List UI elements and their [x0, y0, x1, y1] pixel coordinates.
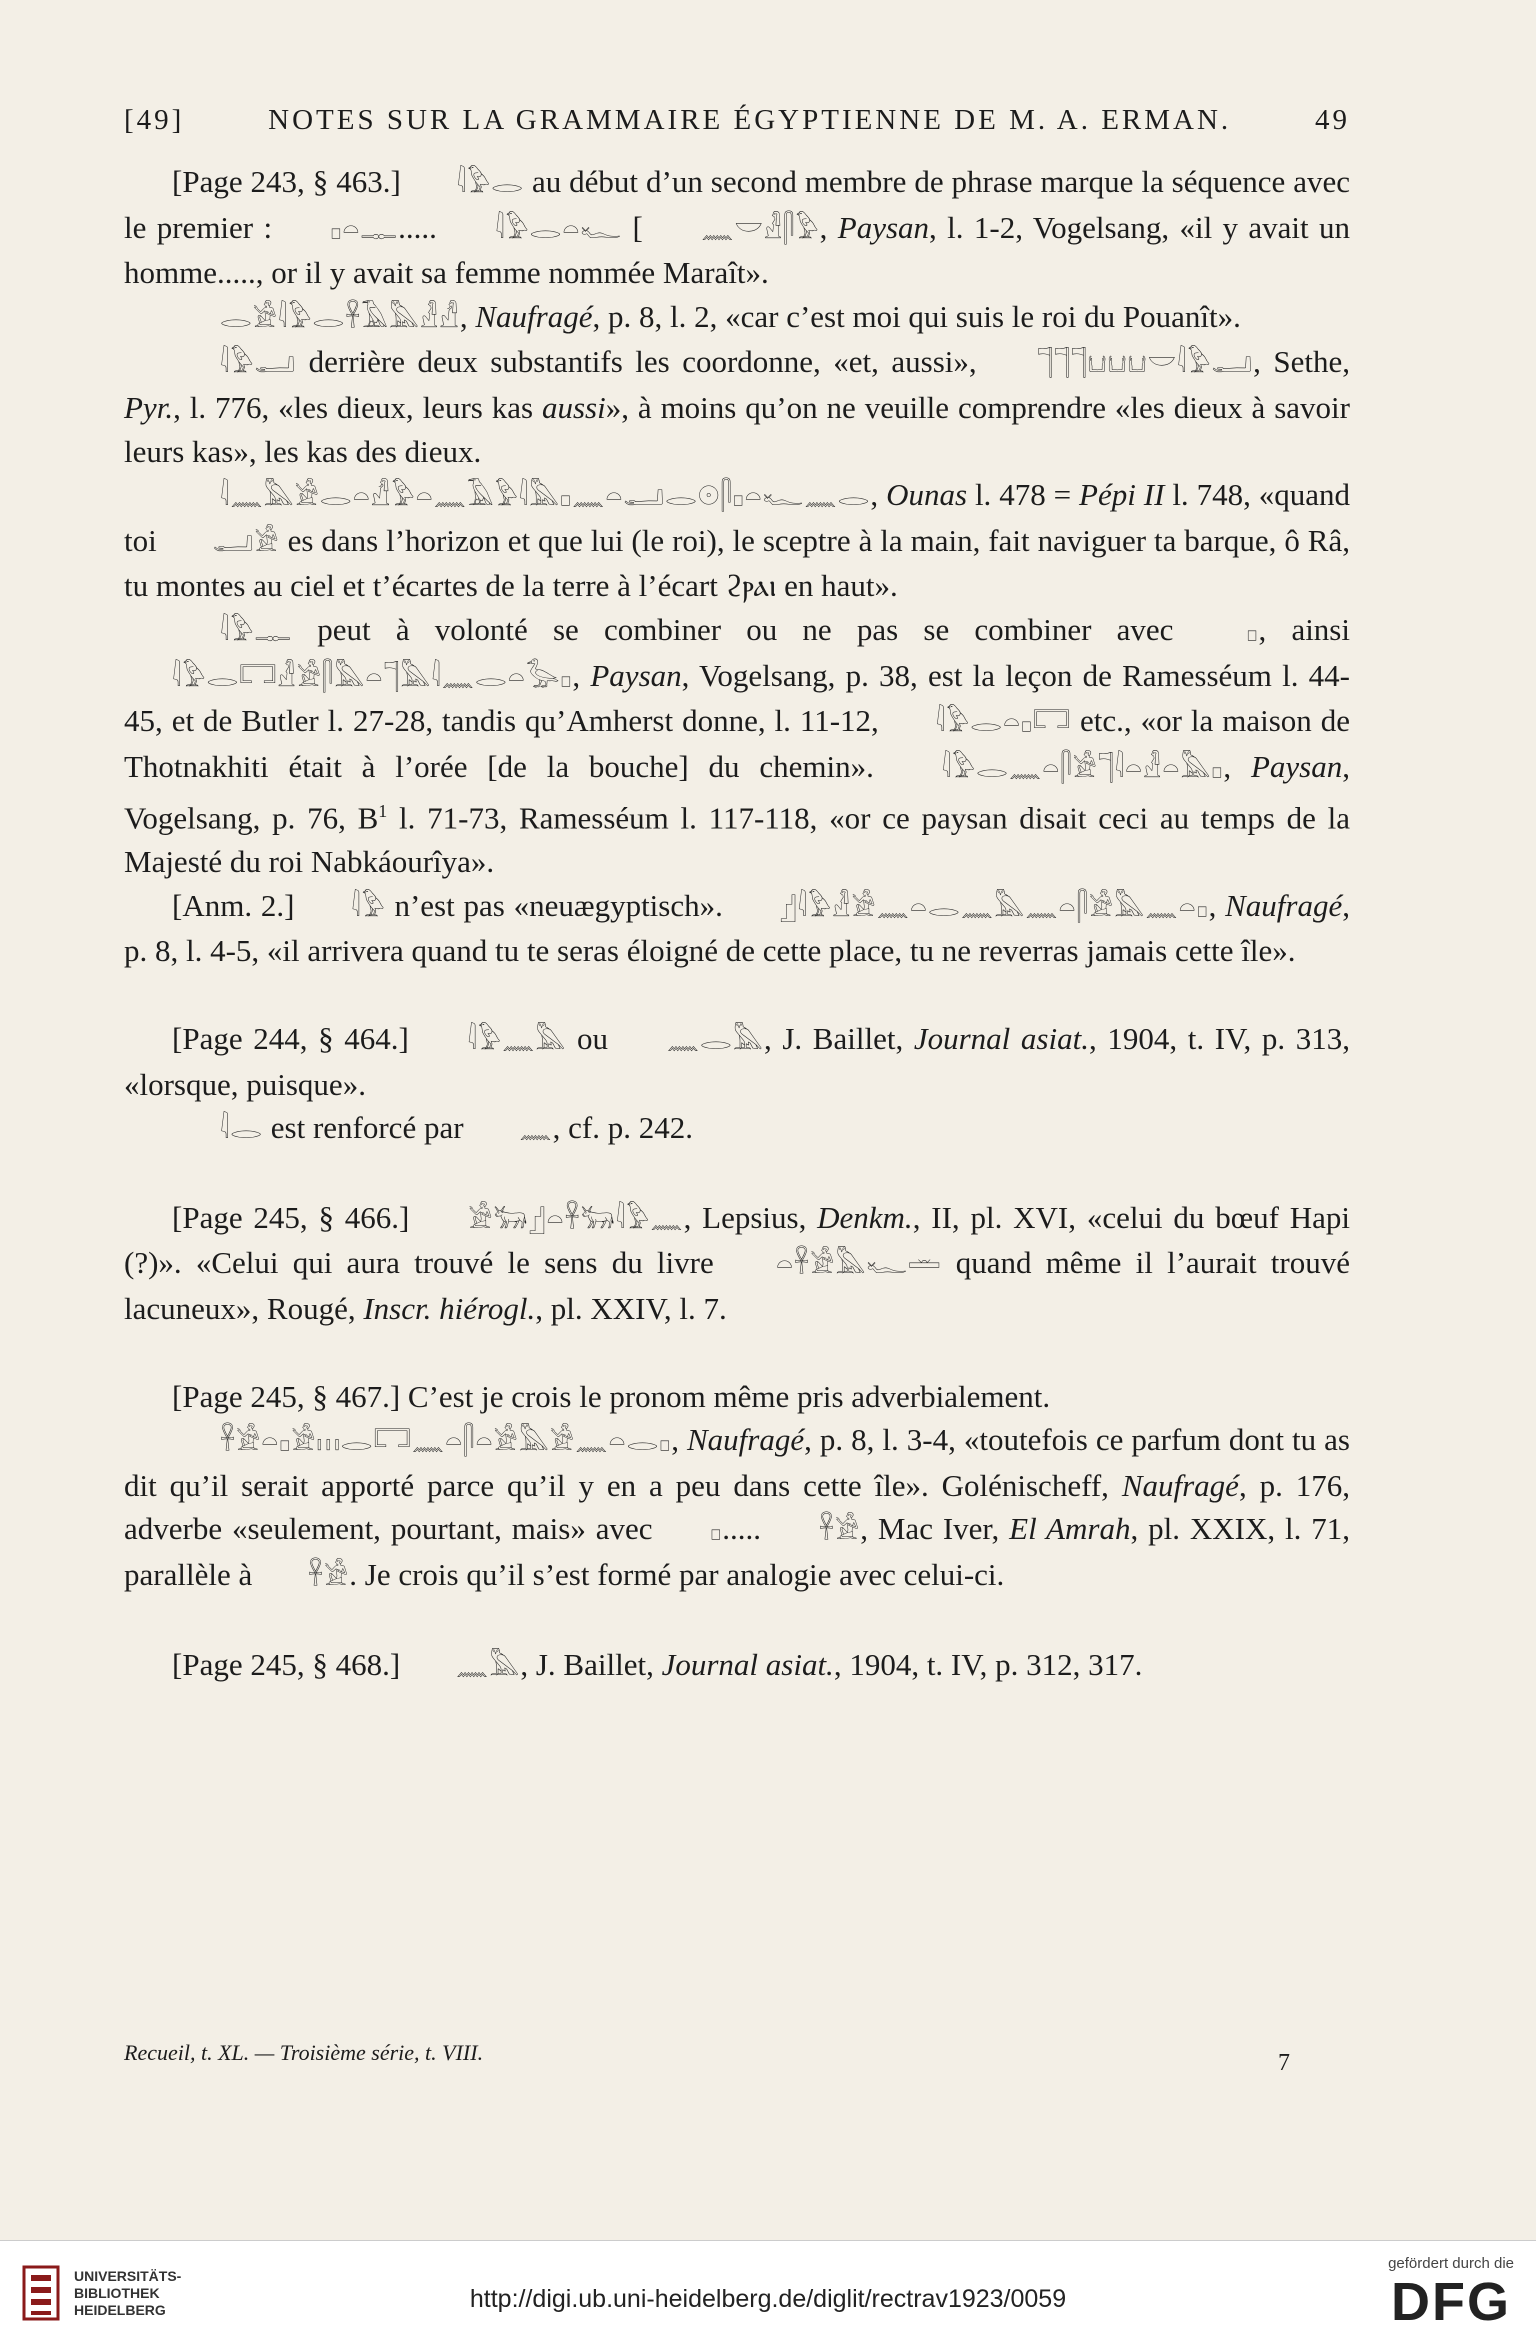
- text-run: , Vogelsang, p. 76, B: [124, 748, 1350, 836]
- paragraph: [124, 1106, 1350, 1152]
- header-page-number: 49: [1314, 104, 1350, 136]
- text-run: , l. 776, «les dieux, leurs kas: [173, 389, 542, 425]
- hieroglyph-group: 𓏏𓋹𓀀𓅓𓆑𓏛: [775, 1249, 942, 1281]
- italic-run: Naufragé: [686, 1422, 805, 1458]
- hieroglyph-group: 𓇋𓂋: [220, 1114, 264, 1146]
- hieroglyph-group: 𓂋𓀀𓇋𓅱𓂋𓋹𓄿𓅓𓁐𓀭: [220, 302, 460, 334]
- text-run: , pl. XXIX, l. 71, parallèle à: [124, 1511, 1351, 1592]
- italic-run: Naufragé: [1225, 887, 1343, 923]
- hieroglyph-group: 𓇋𓅱𓂋𓉐𓁐𓀀𓋴𓅓𓏏𓊹𓅓𓇋𓈖𓂋𓏏𓅭𓊪: [172, 661, 573, 693]
- italic-run: Inscr. hiérogl.: [363, 1290, 536, 1326]
- text-run: au début d’un second membre de phrase marque la séquence avec le premier :: [124, 164, 1351, 245]
- text-run: derrière deux substantifs les coordonne, «et, aussi»,: [296, 344, 990, 380]
- text-run: [Page 244, § 464.]: [172, 1021, 420, 1057]
- italic-run: Naufragé: [1121, 1467, 1239, 1503]
- text-run: n’est pas «neuægyptisch».: [385, 887, 732, 923]
- italic-run: Paysan: [590, 657, 682, 693]
- text-run: , ainsi: [1258, 611, 1350, 647]
- paragraph: [124, 1196, 1350, 1331]
- text-run: ,: [1223, 748, 1251, 784]
- text-run: es dans l’horizon et que lui (le roi), le sceptre à la main, fait naviguer ta barque, ô Râ, tu montes au ciel et t’écartes de la terre à l’écart ϩⲣⲁⲓ en haut».: [124, 522, 1350, 604]
- italic-run: El Amrah: [1009, 1511, 1131, 1547]
- viewer-bottom-bar: [0, 2240, 1536, 2350]
- library-line-1: UNIVERSITÄTS-: [74, 2267, 182, 2284]
- text-run: ou: [566, 1021, 619, 1057]
- body-text: [124, 160, 1350, 1688]
- text-run: , J. Baillet,: [520, 1646, 662, 1682]
- superscript: 1: [378, 801, 388, 822]
- hieroglyph-group: 𓊪𓏏𓊃: [330, 213, 399, 245]
- text-run: quand même il l’aurait trouvé lacuneux», Rougé,: [124, 1245, 1350, 1326]
- text-run: [Page 243, § 463.]: [172, 164, 409, 199]
- text-run: [Anm. 2.]: [172, 887, 304, 923]
- paragraph: [124, 884, 1350, 973]
- text-run: , Mac Iver,: [860, 1511, 1010, 1547]
- funder-logo[interactable]: [1388, 2255, 1514, 2332]
- text-run: [Page 245, § 466.]: [172, 1199, 421, 1235]
- paragraph: [124, 608, 1350, 884]
- hieroglyph-group: 𓈖: [519, 1114, 553, 1146]
- text-run: l. 478 =: [967, 477, 1080, 513]
- italic-run: Denkm.: [817, 1199, 913, 1235]
- paragraph: [124, 340, 1350, 473]
- hieroglyph-group: 𓈖𓂋𓅓: [666, 1025, 764, 1057]
- funder-caption: gefördert durch die: [1388, 2255, 1514, 2272]
- italic-run: Pépi II: [1079, 477, 1165, 513]
- text-run: , cf. p. 242.: [552, 1110, 693, 1146]
- text-run: l. 71-73, Ramesséum l. 117-118, «or ce paysan disait ceci au temps de la Majesté du roi Nabkáourîya».: [124, 800, 1351, 880]
- text-run: est renforcé par: [263, 1110, 472, 1146]
- text-run: , 1904, t. IV, p. 312, 317.: [833, 1646, 1143, 1682]
- paragraph: [124, 1418, 1350, 1598]
- italic-run: Journal asiat.: [913, 1021, 1089, 1057]
- text-run: ,: [819, 209, 838, 245]
- text-run: .....: [722, 1511, 771, 1547]
- footer-citation: Recueil, t. XL. — Troisième série, t. VIII.: [124, 2040, 484, 2065]
- text-run: l. 748, «quand toi: [124, 477, 1351, 558]
- text-run: , II, pl. XVI, «celui du bœuf Hapi (?)». «Celui qui aura trouvé le sens du livre: [124, 1199, 1350, 1281]
- permalink-url[interactable]: http://digi.ub.uni-heidelberg.de/diglit/rectrav1923/0059: [469, 2285, 1067, 2313]
- hieroglyph-group: 𓋹𓀀𓏏𓊪𓀀𓏥𓂋𓉐𓈖𓏏𓋴𓏏𓀀𓅓𓀀𓈖𓏏𓂋𓊪: [220, 1426, 672, 1458]
- text-run: , Sethe,: [1253, 344, 1350, 380]
- italic-run: Paysan: [837, 209, 930, 245]
- text-run: , Vogelsang, p. 38, est la leçon de Ramesséum l. 44-45, et de Butler l. 27-28, tandis qu’Amherst donne, l. 11-12,: [124, 657, 1350, 739]
- hieroglyph-group: 𓊹𓊹𓊹𓂓𓂓𓂓𓎟𓇋𓅱𓂝: [1037, 348, 1254, 380]
- hieroglyph-group: 𓇋𓅱𓂋𓏏𓆑: [495, 213, 623, 245]
- hieroglyph-group: 𓀀𓃒𓊨𓏏𓋹𓃒𓇋𓅱𓈖: [468, 1203, 684, 1235]
- header-left: [49]: [124, 104, 185, 136]
- hieroglyph-group: 𓈖𓅓: [455, 1650, 521, 1682]
- italic-run: Pyr.: [124, 389, 174, 425]
- hieroglyph-group: 𓇋𓈖𓅓𓀀𓂋𓏏𓀭𓅱𓏏𓈖𓄿𓅱𓇋𓅓𓊪𓈖𓏏𓂝𓂋𓇳𓋴𓊪𓏏𓆑𓈖𓂋: [220, 481, 871, 513]
- italic-run: Journal asiat.: [661, 1646, 834, 1682]
- text-run: , p. 8, l. 2, «car c’est moi qui suis le roi du Pouanît».: [592, 298, 1241, 334]
- text-run: , pl. XXIV, l. 7.: [535, 1290, 727, 1326]
- hieroglyph-group: 𓊪: [1246, 615, 1259, 647]
- text-run: [Page 245, § 467.] C’est je crois le pronom même pris adverbialement.: [172, 1378, 1051, 1414]
- library-line-2: BIBLIOTHEK: [74, 2284, 160, 2301]
- text-run: ,: [459, 298, 476, 334]
- text-run: ,: [671, 1422, 687, 1458]
- hieroglyph-group: 𓇋𓅱𓂋: [456, 168, 524, 199]
- hieroglyph-group: 𓊨𓇋𓅱𓁐𓀀𓈖𓏏𓂋𓈖𓅓𓈖𓏏𓋴𓀀𓅓𓈖𓏏𓊪: [779, 891, 1209, 923]
- paragraph: [124, 1643, 1350, 1689]
- hieroglyph-group: 𓋹𓀀: [307, 1560, 350, 1592]
- dfg-logo-text: DFG: [1391, 2272, 1512, 2332]
- italic-run: Ounas: [886, 477, 968, 513]
- page-footer: [124, 2040, 1350, 2077]
- text-run: .....: [398, 209, 448, 245]
- hieroglyph-group: 𓋹𓀀: [818, 1515, 861, 1547]
- hieroglyph-group: 𓇋𓅱𓂝: [220, 348, 297, 380]
- running-header: [124, 104, 1350, 137]
- text-run: , J. Baillet,: [763, 1021, 914, 1057]
- library-line-3: HEIDELBERG: [74, 2301, 166, 2318]
- footer-signature: 7: [1278, 2050, 1290, 2076]
- italic-run: Naufragé: [475, 298, 593, 334]
- text-run: peut à volonté se combiner ou ne pas se combiner avec: [292, 611, 1199, 647]
- hieroglyph-group: 𓇋𓅱𓈖𓅓: [467, 1025, 567, 1057]
- hieroglyph-group: 𓇋𓅱𓂋𓏏𓊪𓉐: [935, 707, 1072, 739]
- header-title: NOTES SUR LA GRAMMAIRE ÉGYPTIENNE DE M. A. ERMAN.: [268, 104, 1232, 136]
- hieroglyph-group: 𓇋𓅱𓊃: [220, 615, 293, 647]
- text-run: , 1904, t. IV, p. 313, «lorsque, puisque».: [124, 1021, 1351, 1102]
- hieroglyph-group: 𓂝𓀀: [212, 526, 280, 558]
- text-run: , Lepsius,: [683, 1199, 818, 1235]
- text-run: , l. 1-2, Vogelsang, «il y avait un homme....., or il y avait sa femme nommée Maraît».: [124, 209, 1351, 291]
- text-run: ,: [1208, 887, 1226, 923]
- text-run: , p. 8, l. 3-4, «toutefois ce parfum dont tu as dit qu’il serait apporté parce qu’il y en a peu dans cette île». Golénischeff,: [124, 1422, 1350, 1503]
- text-run: . Je crois qu’il s’est formé par analogie avec celui-ci.: [349, 1556, 1005, 1592]
- paragraph: [124, 1375, 1350, 1419]
- italic-run: aussi: [541, 389, 606, 425]
- text-run: », à moins qu’on ne veuille comprendre «les dieux à savoir leurs kas», les kas des dieux.: [124, 389, 1350, 469]
- hieroglyph-group: 𓇋𓅱𓂋𓈖𓏏𓋴𓀀𓊹𓇋𓏏𓁐𓏏𓅓𓊪: [941, 752, 1224, 784]
- paragraph: [124, 160, 1350, 295]
- paragraph: [124, 1017, 1350, 1106]
- text-run: [Page 245, § 468.]: [172, 1646, 408, 1682]
- hieroglyph-group: 𓊪: [710, 1515, 723, 1547]
- text-run: [: [622, 209, 654, 245]
- paragraph: [124, 473, 1350, 608]
- text-run: ,: [870, 477, 887, 513]
- hieroglyph-group: 𓈖𓎟𓁐𓋴𓅱: [701, 213, 820, 245]
- text-run: , p. 8, l. 4-5, «il arrivera quand tu te seras éloigné de cette place, tu ne reverras jamais cette île».: [124, 887, 1350, 969]
- text-run: etc., «or la maison de Thotnakhiti était à l’orée [de la bouche] du chemin».: [124, 703, 1350, 784]
- hieroglyph-group: 𓇋𓅱: [351, 891, 386, 923]
- text-run: ,: [572, 657, 591, 693]
- text-run: , p. 176, adverbe «seulement, pourtant, mais» avec: [124, 1467, 1351, 1547]
- italic-run: Paysan: [1250, 748, 1343, 784]
- paragraph: [124, 295, 1350, 341]
